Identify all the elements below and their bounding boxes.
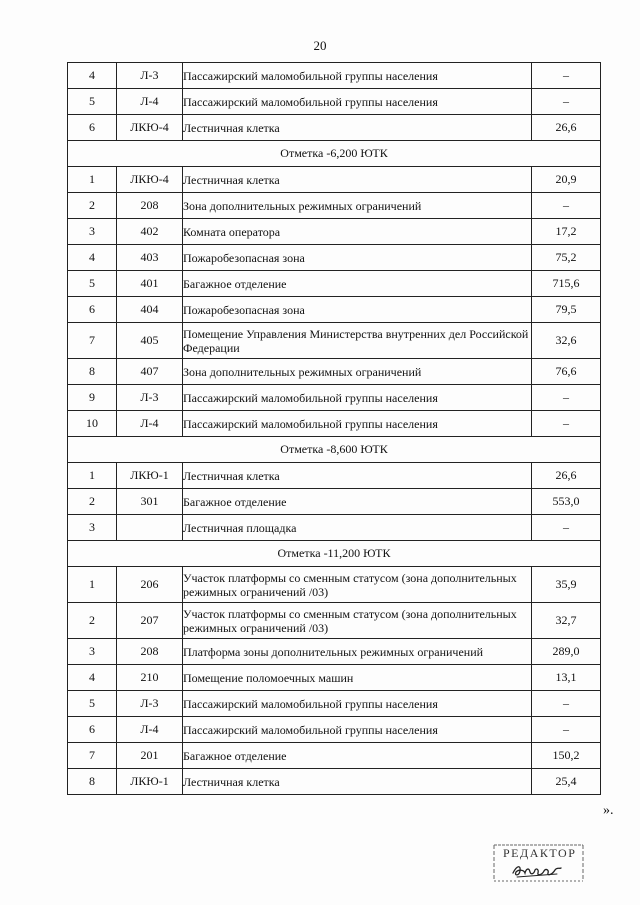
room-code-cell: Л-4 <box>117 411 183 437</box>
room-code-cell: Л-4 <box>117 89 183 115</box>
table-row <box>68 515 601 541</box>
room-name-cell: Пассажирский маломобильной группы населения <box>183 691 532 717</box>
table-row <box>68 89 601 115</box>
room-name-cell: Лестничная клетка <box>183 769 532 795</box>
room-area-cell: – <box>532 411 601 437</box>
room-name-cell: Лестничная клетка <box>183 167 532 193</box>
room-code-cell: 207 <box>117 603 183 639</box>
table-row <box>68 193 601 219</box>
room-area-cell: 75,2 <box>532 245 601 271</box>
room-name-cell: Участок платформы со сменным статусом (зона дополнительных режимных ограничений /03) <box>183 567 532 603</box>
row-number-cell: 1 <box>68 567 117 603</box>
room-name-cell: Лестничная площадка <box>183 515 532 541</box>
room-code-cell: ЛКЮ-1 <box>117 463 183 489</box>
room-code-cell: Л-3 <box>117 63 183 89</box>
row-number-cell: 3 <box>68 515 117 541</box>
table-row <box>68 717 601 743</box>
editor-stamp <box>491 843 586 883</box>
room-name-cell: Участок платформы со сменным статусом (зона дополнительных режимных ограничений /03) <box>183 603 532 639</box>
room-name-cell: Зона дополнительных режимных ограничений <box>183 193 532 219</box>
room-code-cell: 401 <box>117 271 183 297</box>
row-number-cell: 4 <box>68 665 117 691</box>
row-number-cell: 5 <box>68 691 117 717</box>
row-number-cell: 8 <box>68 769 117 795</box>
table-row <box>68 219 601 245</box>
room-code-cell: 402 <box>117 219 183 245</box>
room-area-cell: – <box>532 691 601 717</box>
table-row <box>68 665 601 691</box>
room-area-cell: – <box>532 515 601 541</box>
row-number-cell: 6 <box>68 717 117 743</box>
table-row <box>68 639 601 665</box>
room-code-cell: 201 <box>117 743 183 769</box>
room-area-cell: 17,2 <box>532 219 601 245</box>
section-header-row <box>68 437 601 463</box>
table-row <box>68 567 601 603</box>
room-code-cell: 404 <box>117 297 183 323</box>
room-name-cell: Багажное отделение <box>183 271 532 297</box>
room-area-cell: 20,9 <box>532 167 601 193</box>
room-name-cell: Пассажирский маломобильной группы населения <box>183 385 532 411</box>
room-code-cell: 405 <box>117 323 183 359</box>
row-number-cell: 2 <box>68 193 117 219</box>
room-area-cell: 25,4 <box>532 769 601 795</box>
section-header-row <box>68 541 601 567</box>
room-area-cell: 715,6 <box>532 271 601 297</box>
room-area-cell: – <box>532 717 601 743</box>
table-row <box>68 743 601 769</box>
row-number-cell: 1 <box>68 463 117 489</box>
room-name-cell: Помещение Управления Министерства внутренних дел Российской Федерации <box>183 323 532 359</box>
table-row <box>68 271 601 297</box>
room-area-cell: 76,6 <box>532 359 601 385</box>
closing-quote: ». <box>603 803 614 818</box>
row-number-cell: 8 <box>68 359 117 385</box>
page-number: 20 <box>313 38 327 53</box>
row-number-cell: 1 <box>68 167 117 193</box>
section-label: Отметка -8,600 ЮТК <box>68 437 601 463</box>
room-code-cell: ЛКЮ-4 <box>117 115 183 141</box>
room-name-cell: Пассажирский маломобильной группы населения <box>183 717 532 743</box>
room-code-cell: ЛКЮ-1 <box>117 769 183 795</box>
table-row <box>68 359 601 385</box>
room-name-cell: Зона дополнительных режимных ограничений <box>183 359 532 385</box>
row-number-cell: 2 <box>68 489 117 515</box>
row-number-cell: 4 <box>68 245 117 271</box>
room-code-cell <box>117 515 183 541</box>
table-row <box>68 769 601 795</box>
row-number-cell: 3 <box>68 639 117 665</box>
room-code-cell: Л-4 <box>117 717 183 743</box>
room-name-cell: Лестничная клетка <box>183 115 532 141</box>
room-code-cell: ЛКЮ-4 <box>117 167 183 193</box>
room-name-cell: Пассажирский маломобильной группы населения <box>183 411 532 437</box>
section-label: Отметка -11,200 ЮТК <box>68 541 601 567</box>
room-area-cell: 26,6 <box>532 463 601 489</box>
room-area-cell: – <box>532 385 601 411</box>
room-area-cell: 289,0 <box>532 639 601 665</box>
room-name-cell: Багажное отделение <box>183 489 532 515</box>
table-row <box>68 245 601 271</box>
room-code-cell: Л-3 <box>117 691 183 717</box>
room-area-cell: 26,6 <box>532 115 601 141</box>
room-name-cell: Помещение поломоечных машин <box>183 665 532 691</box>
room-code-cell: 407 <box>117 359 183 385</box>
table-row <box>68 489 601 515</box>
table-row <box>68 115 601 141</box>
table-row <box>68 297 601 323</box>
section-header-row <box>68 141 601 167</box>
table-row <box>68 323 601 359</box>
room-name-cell: Платформа зоны дополнительных режимных ограничений <box>183 639 532 665</box>
room-area-cell: – <box>532 63 601 89</box>
room-name-cell: Пассажирский маломобильной группы населения <box>183 63 532 89</box>
room-name-cell: Комната оператора <box>183 219 532 245</box>
room-area-cell: 32,6 <box>532 323 601 359</box>
room-area-cell: 13,1 <box>532 665 601 691</box>
rooms-table <box>67 62 601 795</box>
row-number-cell: 7 <box>68 323 117 359</box>
row-number-cell: 3 <box>68 219 117 245</box>
stamp-label: РЕДАКТОР <box>503 846 577 860</box>
room-area-cell: – <box>532 193 601 219</box>
row-number-cell: 5 <box>68 271 117 297</box>
table-row <box>68 691 601 717</box>
room-area-cell: 35,9 <box>532 567 601 603</box>
room-name-cell: Лестничная клетка <box>183 463 532 489</box>
row-number-cell: 10 <box>68 411 117 437</box>
row-number-cell: 4 <box>68 63 117 89</box>
table-row <box>68 63 601 89</box>
room-code-cell: 301 <box>117 489 183 515</box>
handwritten-signature <box>511 861 563 879</box>
room-area-cell: – <box>532 89 601 115</box>
room-area-cell: 150,2 <box>532 743 601 769</box>
table-row <box>68 603 601 639</box>
row-number-cell: 9 <box>68 385 117 411</box>
room-area-cell: 79,5 <box>532 297 601 323</box>
room-name-cell: Багажное отделение <box>183 743 532 769</box>
room-name-cell: Пожаробезопасная зона <box>183 297 532 323</box>
room-code-cell: Л-3 <box>117 385 183 411</box>
room-code-cell: 208 <box>117 639 183 665</box>
section-label: Отметка -6,200 ЮТК <box>68 141 601 167</box>
rooms-table-body <box>68 63 601 795</box>
room-area-cell: 553,0 <box>532 489 601 515</box>
row-number-cell: 7 <box>68 743 117 769</box>
table-row <box>68 167 601 193</box>
table-row <box>68 463 601 489</box>
room-code-cell: 208 <box>117 193 183 219</box>
room-code-cell: 403 <box>117 245 183 271</box>
row-number-cell: 5 <box>68 89 117 115</box>
row-number-cell: 6 <box>68 297 117 323</box>
room-area-cell: 32,7 <box>532 603 601 639</box>
room-name-cell: Пассажирский маломобильной группы населения <box>183 89 532 115</box>
room-name-cell: Пожаробезопасная зона <box>183 245 532 271</box>
row-number-cell: 6 <box>68 115 117 141</box>
room-code-cell: 210 <box>117 665 183 691</box>
table-row <box>68 385 601 411</box>
room-code-cell: 206 <box>117 567 183 603</box>
row-number-cell: 2 <box>68 603 117 639</box>
table-row <box>68 411 601 437</box>
